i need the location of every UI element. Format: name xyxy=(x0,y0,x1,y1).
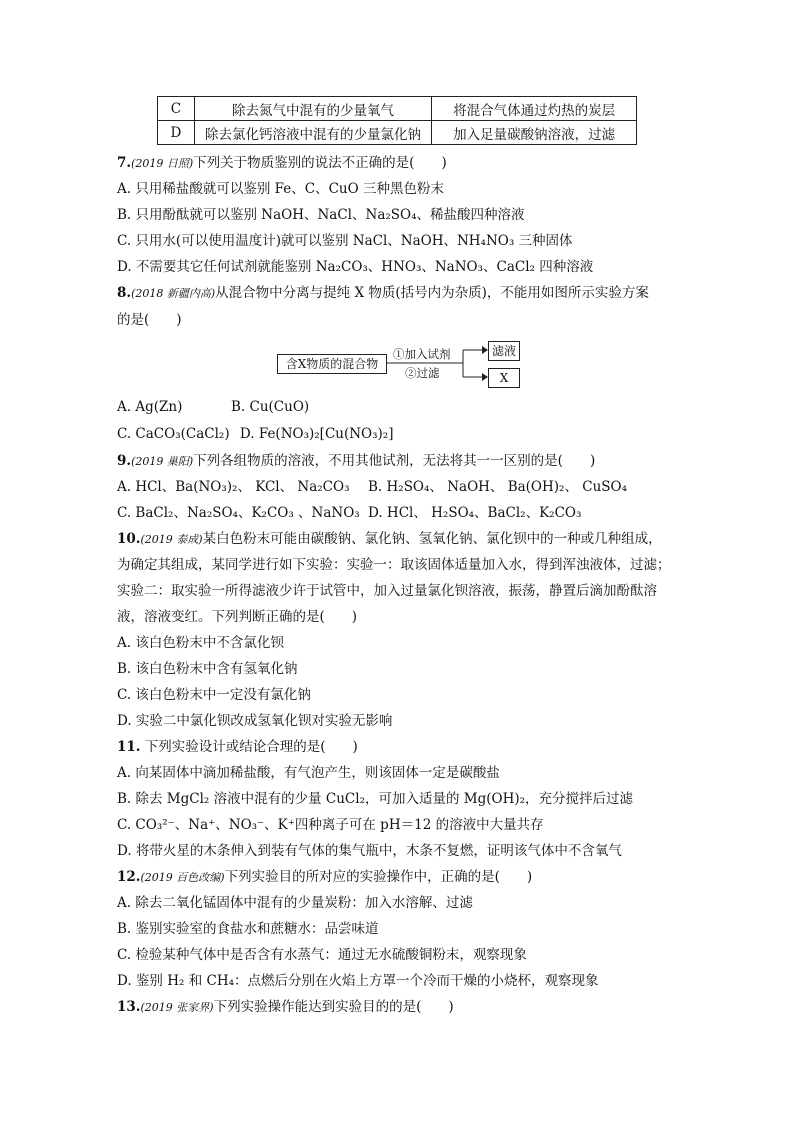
question-12-stem xyxy=(117,868,532,887)
option-b: B. 该白色粉末中含有氢氧化钠 xyxy=(117,661,298,677)
question-13-stem xyxy=(117,998,454,1017)
question-source: (2019 泰成) xyxy=(140,533,203,546)
question-number: 9. xyxy=(117,453,132,469)
product-x-box: X xyxy=(488,368,520,388)
table-cell-purpose: 除去氮气中混有的少量氧气 xyxy=(194,97,431,121)
option-a: A. HCl、Ba(NO₃)₂、 KCl、 Na₂CO₃ xyxy=(117,479,350,495)
question-10-stem xyxy=(117,530,662,549)
filtrate-box: 滤液 xyxy=(488,341,520,361)
mixture-box: 含X物质的混合物 xyxy=(277,354,387,374)
question-source: (2019 百色改编) xyxy=(140,871,225,884)
question-8-stem-cont: 的是( ) xyxy=(117,312,182,328)
table-cell-method: 加入足量碳酸钠溶液，过滤 xyxy=(432,121,637,145)
question-source: (2019 张家界) xyxy=(140,1001,214,1014)
question-8-stem xyxy=(117,284,649,303)
question-7-stem xyxy=(117,154,447,173)
step-1-label: ①加入试剂 xyxy=(393,347,451,361)
option-b: B. 只用酚酞就可以鉴别 NaOH、NaCl、Na₂SO₄、稀盐酸四种溶液 xyxy=(117,207,525,223)
question-text: 从混合物中分离与提纯 X 物质(括号内为杂质)，不能用如图所示实验方案 xyxy=(215,285,649,301)
flow-diagram xyxy=(277,340,527,390)
table-cell-id: C xyxy=(158,97,195,121)
option-d: D. Fe(NO₃)₂[Cu(NO₃)₂] xyxy=(239,426,394,442)
question-text: 某白色粉末可能由碳酸钠、氯化钠、氢氧化钠、氯化钡中的一种或几种组成， xyxy=(202,531,662,547)
option-a: A. 只用稀盐酸就可以鉴别 Fe、C、CuO 三种黑色粉末 xyxy=(117,181,444,197)
option-c xyxy=(117,425,393,443)
question-number: 10. xyxy=(117,531,141,547)
question-text: 下列实验设计或结论合理的是( ) xyxy=(140,739,358,755)
option-a: A. 向某固体中滴加稀盐酸，有气泡产生，则该固体一定是碳酸盐 xyxy=(117,765,500,781)
option-c: C. 该白色粉末中一定没有氯化钠 xyxy=(117,687,311,703)
option-c: C. 检验某种气体中是否含有水蒸气：通过无水硫酸铜粉末，观察现象 xyxy=(117,947,527,963)
question-text: 下列实验目的所对应的实验操作中，正确的是( ) xyxy=(224,869,533,885)
options-table xyxy=(157,96,637,145)
option-d: D. 实验二中氯化钡改成氢氧化钡对实验无影响 xyxy=(117,713,393,729)
question-11-stem xyxy=(117,738,358,756)
question-text: 下列关于物质鉴别的说法不正确的是( ) xyxy=(193,155,447,171)
option-d: D. 将带火星的木条伸入到装有气体的集气瓶中，木条不复燃，证明该气体中不含氧气 xyxy=(117,843,622,859)
table-row xyxy=(158,121,637,145)
question-number: 11. xyxy=(117,739,141,755)
question-number: 12. xyxy=(117,869,141,885)
option-c: C. CO₃²⁻、Na⁺、NO₃⁻、K⁺四种离子可在 pH＝12 的溶液中大量共存 xyxy=(117,817,544,833)
question-source: (2018 新疆内高) xyxy=(131,287,216,300)
question-text: 下列各组物质的溶液，不用其他试剂，无法将其一一区别的是( ) xyxy=(193,453,596,469)
question-number: 13. xyxy=(117,999,141,1015)
option-a: A. Ag(Zn) xyxy=(117,399,183,415)
question-source: (2019 日照) xyxy=(131,157,194,170)
question-10-line-2: 为确定其组成，某同学进行如下实验：实验一：取该固体适量加入水，得到浑浊液体，过滤； xyxy=(117,557,671,573)
option-b: B. Cu(CuO) xyxy=(231,399,310,415)
table-cell-purpose: 除去氯化钙溶液中混有的少量氯化钠 xyxy=(194,121,431,145)
question-number: 7. xyxy=(117,155,132,171)
option-c-text: C. CaCO₃(CaCl₂) xyxy=(117,426,230,442)
option-d: D. 不需要其它任何试剂就能鉴别 Na₂CO₃、HNO₃、NaNO₃、CaCl₂ 四种溶液 xyxy=(117,259,594,275)
question-number: 8. xyxy=(117,285,132,301)
question-source: (2019 巢阳) xyxy=(131,455,194,468)
step-2-label: ②过滤 xyxy=(405,366,440,380)
option-d: D. HCl、 H₂SO₄、BaCl₂、K₂CO₃ xyxy=(368,505,582,521)
option-b: B. 除去 MgCl₂ 溶液中混有的少量 CuCl₂，可加入适量的 Mg(OH)₂，充分搅拌后过滤 xyxy=(117,791,634,807)
option-b: B. H₂SO₄、 NaOH、 Ba(OH)₂、 CuSO₄ xyxy=(368,479,627,495)
option-d: D. 鉴别 H₂ 和 CH₄：点燃后分别在火焰上方罩一个冷而干燥的小烧杯，观察现象 xyxy=(117,973,599,989)
option-c: C. 只用水(可以使用温度计)就可以鉴别 NaCl、NaOH、NH₄NO₃ 三种固体 xyxy=(117,233,573,249)
table-row xyxy=(158,97,637,121)
option-b: B. 鉴别实验室的食盐水和蔗糖水：品尝味道 xyxy=(117,921,379,937)
question-10-line-3: 实验二：取实验一所得滤液少许于试管中，加入过量氯化钡溶液，振荡，静置后滴加酚酞溶 xyxy=(117,583,657,599)
question-text: 下列实验操作能达到实验目的的是( ) xyxy=(213,999,454,1015)
option-a: A. 除去二氧化锰固体中混有的少量炭粉：加入水溶解、过滤 xyxy=(117,895,473,911)
question-10-line-4: 液，溶液变红。下列判断正确的是( ) xyxy=(117,609,358,625)
question-9-stem xyxy=(117,452,595,471)
option-c: C. BaCl₂、Na₂SO₄、K₂CO₃ 、NaNO₃ xyxy=(117,505,360,521)
option-a: A. 该白色粉末中不含氯化钡 xyxy=(117,635,284,651)
table-cell-id: D xyxy=(158,121,195,145)
table-cell-method: 将混合气体通过灼热的炭层 xyxy=(432,97,637,121)
